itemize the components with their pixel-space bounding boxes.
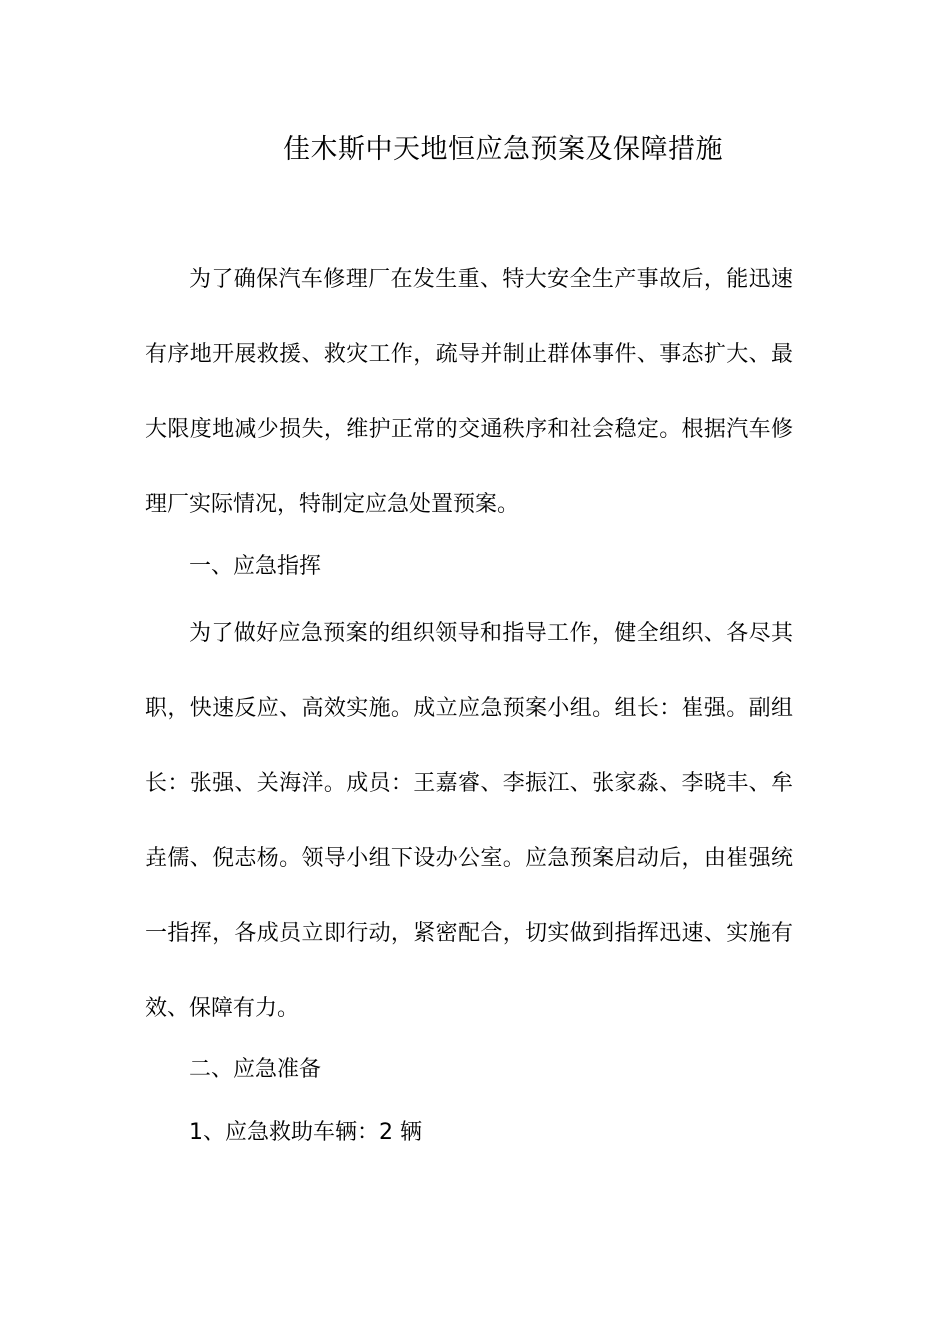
section-1-block	[145, 596, 793, 1046]
section-1-heading: 一、应急指挥	[189, 554, 322, 579]
intro-paragraph: 为了确保汽车修理厂在发生重、特大安全生产事故后，能迅速有序地开展救援、救灾工作，疏导并制止群体事件、事态扩大、最大限度地减少损失，维护正常的交通秩序和社会稳定。根据汽车修理厂实际情况，特制定应急处置预案。	[145, 267, 793, 517]
section-2-item-block	[145, 1101, 793, 1165]
section-2-heading-block	[145, 1038, 793, 1102]
section-1-heading-block	[145, 535, 793, 599]
section-1-paragraph: 为了做好应急预案的组织领导和指导工作，健全组织、各尽其职，快速反应、高效实施。成立应急预案小组。组长：崔强。副组长：张强、关海洋。成员：王嘉睿、李振江、张家淼、李晓丰、牟垚儒、倪志杨。领导小组下设办公室。应急预案启动后，由崔强统一指挥，各成员立即行动，紧密配合，切实做到指挥迅速、实施有效、保障有力。	[145, 621, 793, 1021]
section-2-heading: 二、应急准备	[189, 1057, 322, 1082]
intro-block	[145, 242, 793, 542]
section-2-item-1: 1、应急救助车辆：2 辆	[189, 1120, 422, 1145]
document-title: 佳木斯中天地恒应急预案及保障措施	[283, 134, 723, 165]
